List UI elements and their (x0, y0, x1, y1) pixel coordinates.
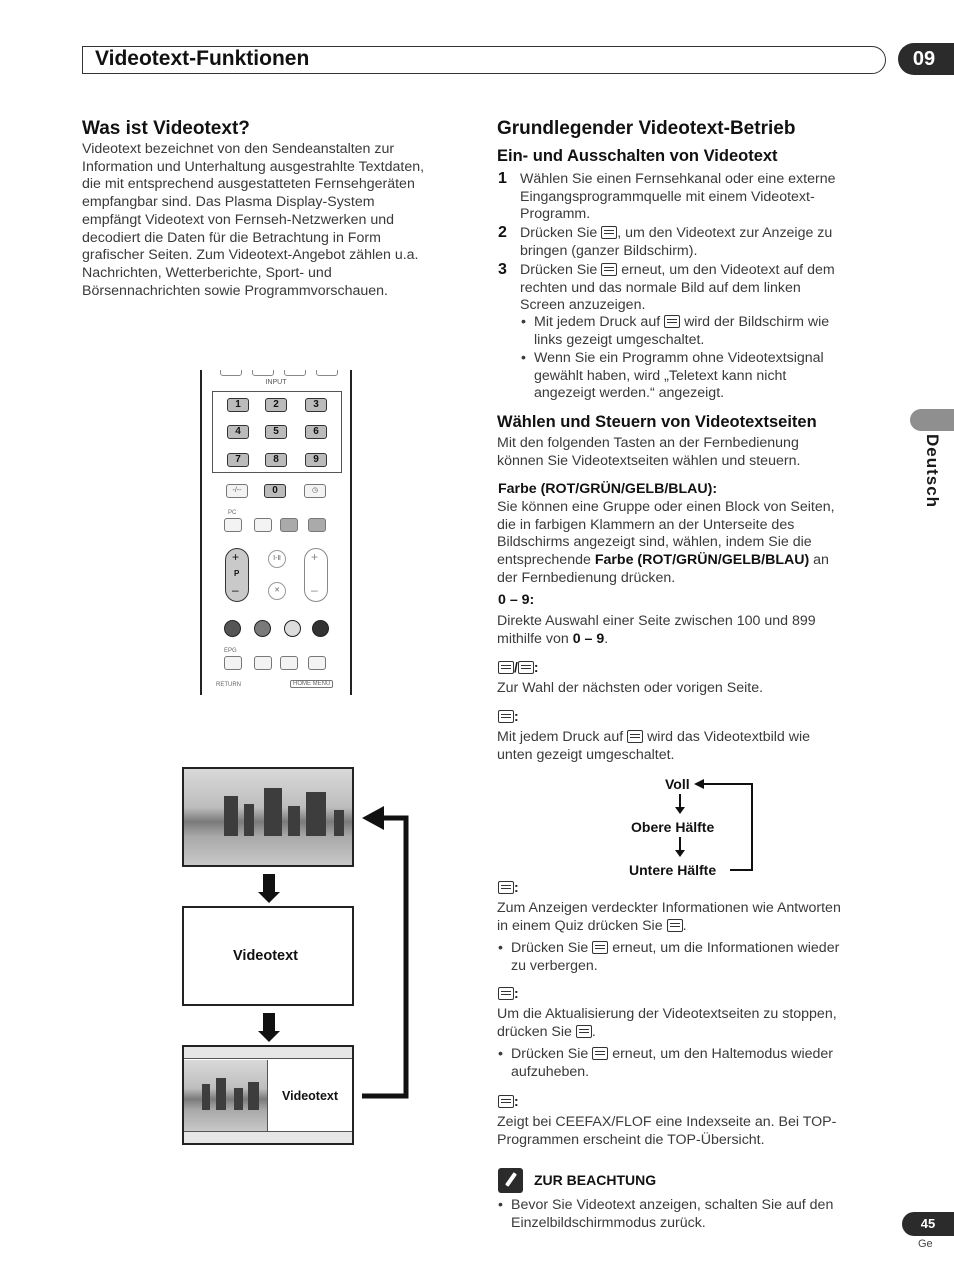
select-pages-intro: Mit den folgenden Tasten an der Fernbedienung können Sie Videotextseiten wählen und steuern. (497, 435, 801, 469)
language-tab-label: Deutsch (923, 434, 942, 509)
side-tab-marker (910, 409, 954, 431)
num-2-button: 2 (265, 398, 287, 412)
step-3-text: Drücken Sie erneut, um den Videotext auf dem rechten und das normale Bild auf dem linken Screen anzuzeigen. (520, 262, 835, 314)
teletext-icon (601, 263, 617, 276)
arrow-down-icon (263, 1013, 275, 1031)
numpad (212, 391, 342, 473)
epg-button (224, 656, 242, 670)
teletext-split-screen: Videotext (182, 1045, 354, 1145)
teletext-icon (601, 226, 617, 239)
reveal-icon (592, 941, 608, 954)
reveal-text: Zum Anzeigen verdeckter Informationen wie Antworten in einem Quiz drücken Sie . (497, 900, 841, 934)
size-icon (627, 730, 643, 743)
left-body: Videotext bezeichnet von den Sendeanstalten zur Information und Unterhaltung ausgestrahlte Textdaten, die mit entsprechend ausgestatteten Fernsehgeräten empfangbar sind. Das Plasma Display-System empfängt Videotext von Fernseh-Netzwerken und decodiert die Daten für die Betrachtung in Form grafischer Seiten. Zum Videotext-Angebot zählen u.a. Nachrichten, Wetterberichte, Sport- und Börsennachrichten sowie Programmvorschauen. (82, 141, 425, 299)
flow-arrow-2 (679, 837, 681, 851)
mute-icon: ✕ (268, 582, 286, 600)
size-icon (498, 710, 514, 723)
note-bullet: • Bevor Sie Videotext anzeigen, schalten Sie auf den Einzelbildschirmmodus zurück. (511, 1197, 891, 1232)
remote-control-illustration (200, 370, 352, 695)
num-0-button: 0 (264, 484, 286, 498)
pc-button (224, 518, 242, 532)
teletext-button (280, 518, 298, 532)
step-3-number: 3 (498, 261, 507, 278)
flow-voll: Voll (665, 776, 690, 792)
reveal-icon (667, 919, 683, 932)
sub-heading-select-pages: Wählen und Steuern von Videotextseiten (497, 413, 817, 431)
page-updown-heading: / : (498, 659, 539, 675)
audio-button: Ⅰ-Ⅱ (268, 550, 286, 568)
num-8-button: 8 (265, 453, 287, 467)
index-icon (498, 1095, 514, 1108)
sub-heading-on-off: Ein- und Ausschalten von Videotext (497, 147, 778, 165)
dash-button: -/-- (226, 484, 248, 498)
hold-icon (498, 987, 514, 1000)
number-buttons-text: Direkte Auswahl einer Seite zwischen 100 und 899 mithilfe von 0 – 9. (497, 613, 816, 647)
note-heading: ZUR BEACHTUNG (534, 1172, 657, 1188)
num-7-button: 7 (227, 453, 249, 467)
step-3-bullet-2: • Wenn Sie ein Programm ohne Videotextsignal gewählt haben, wird „Teletext kann nicht angezeigt werden.“ angezeigt. (534, 350, 896, 403)
arrow-down-icon (263, 874, 275, 892)
size-button (308, 518, 326, 532)
return-label: RETURN (216, 682, 241, 688)
left-heading: Was ist Videotext? (82, 118, 250, 139)
num-9-button: 9 (305, 453, 327, 467)
yellow-button (284, 620, 301, 637)
input-label: INPUT (265, 379, 287, 386)
av-selection-button (304, 484, 326, 498)
page-title: Videotext-Funktionen (95, 47, 310, 70)
index-heading: : (498, 1093, 519, 1109)
hold-icon (576, 1025, 592, 1038)
pencil-icon (498, 1168, 523, 1193)
teletext-full-screen: Videotext (182, 906, 354, 1006)
step-2-number: 2 (498, 224, 507, 241)
screen-split-button (254, 518, 272, 532)
return-arrow (360, 806, 416, 1102)
num-6-button: 6 (305, 425, 327, 439)
reveal-heading: : (498, 879, 519, 895)
right-heading: Grundlegender Videotext-Betrieb (497, 118, 796, 139)
reveal-icon (498, 881, 514, 894)
flow-arrow-1 (679, 794, 681, 808)
home-menu-label: HOME MENU (290, 680, 333, 688)
page-updown-text: Zur Wahl der nächsten oder vorigen Seite. (497, 680, 764, 696)
red-button (224, 620, 241, 637)
page-down-icon (518, 661, 534, 674)
hold-text: Um die Aktualisierung der Videotextseiten zu stoppen, drücken Sie . (497, 1006, 837, 1040)
green-button (254, 620, 271, 637)
index-button (280, 656, 298, 670)
num-4-button: 4 (227, 425, 249, 439)
pc-label: PC (228, 510, 237, 516)
hold-icon (592, 1047, 608, 1060)
hold-heading: : (498, 985, 519, 1001)
volume-button: + – (304, 548, 328, 602)
num-1-button: 1 (227, 398, 249, 412)
reveal-button (254, 656, 272, 670)
index-text: Zeigt bei CEEFAX/FLOF eine Indexseite an. Bei TOP- Programmen erscheint die TOP-Übersicht. (497, 1114, 837, 1148)
size-text: Mit jedem Druck auf wird das Videotextbild wie unten gezeigt umgeschaltet. (497, 729, 811, 763)
size-heading: : (498, 708, 519, 724)
reveal-bullet: • Drücken Sie erneut, um die Informationen wieder zu verbergen. (511, 940, 891, 975)
step-1-text: Wählen Sie einen Fernsehkanal oder eine externe Eingangsprogrammquelle mit einem Videotext- Programm. (520, 171, 836, 223)
clock-icon: ◷ (311, 487, 319, 494)
page-language: Ge (918, 1238, 933, 1250)
language-tab (912, 434, 942, 514)
step-1-number: 1 (498, 170, 507, 187)
flow-return-line (694, 778, 756, 874)
blue-button (312, 620, 329, 637)
step-3-bullet-1: • Mit jedem Druck auf wird der Bildschirm wie links gezeigt umgeschaltet. (534, 314, 896, 349)
flow-untere: Untere Hälfte (629, 862, 717, 878)
page-number: 45 (902, 1212, 954, 1236)
flow-obere: Obere Hälfte (631, 819, 715, 835)
teletext-icon (664, 315, 680, 328)
header-bar (82, 46, 886, 74)
step-2-text: Drücken Sie , um den Videotext zur Anzeige zu bringen (ganzer Bildschirm). (520, 225, 833, 259)
num-5-button: 5 (265, 425, 287, 439)
page-up-icon (498, 661, 514, 674)
number-buttons-heading: 0 – 9: (498, 592, 535, 608)
teletext-mode-button (308, 656, 326, 670)
hold-bullet: • Drücken Sie erneut, um den Haltemodus wieder aufzuheben. (511, 1046, 891, 1081)
num-3-button: 3 (305, 398, 327, 412)
page-updown-button: + P – (225, 548, 249, 602)
tv-picture-screen (182, 767, 354, 867)
epg-label: EPG (224, 648, 237, 654)
chapter-badge: 09 (898, 43, 954, 75)
color-buttons-text: Sie können eine Gruppe oder einen Block von Seiten, die in farbigen Klammern an der Unterseite des Bildschirms angezeigt sind, wählen, indem Sie die entsprechende Farbe (ROT/GRÜN/GELB/BLAU) an der Fernbedienung drücken. (497, 499, 835, 586)
color-buttons-heading: Farbe (ROT/GRÜN/GELB/BLAU): (498, 481, 718, 497)
